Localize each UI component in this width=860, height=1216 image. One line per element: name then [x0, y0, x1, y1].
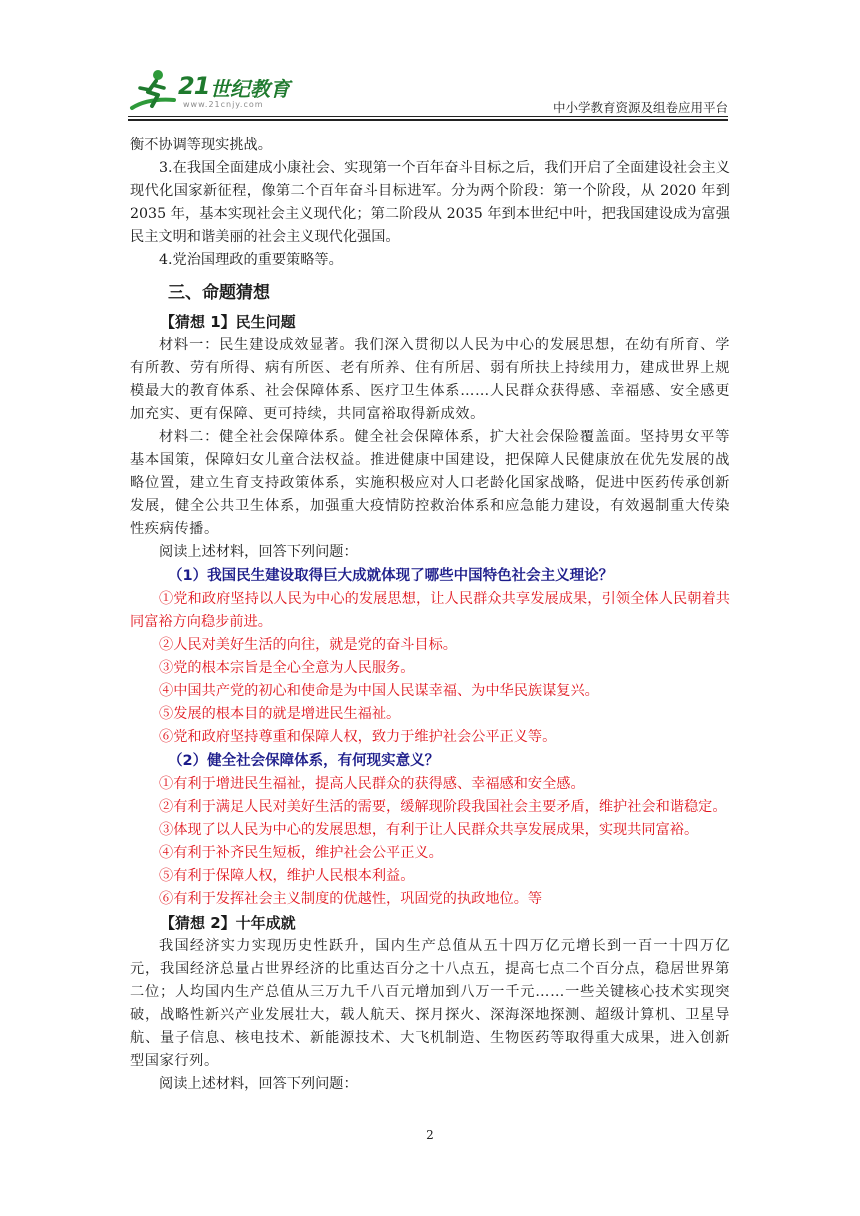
logo: [128, 66, 298, 116]
platform-name: 中小学教育资源及组卷应用平台: [552, 100, 728, 115]
section-title: 三、命题猜想: [168, 283, 270, 303]
logo-url: www.21cnjy.com: [183, 100, 264, 109]
answer-2-item: ③体现了以人民为中心的发展思想，有利于让人民群众共享发展成果，实现共同富裕。: [159, 822, 699, 838]
header-divider: [128, 116, 728, 117]
page-header: [128, 66, 728, 122]
intro-paragraph: 4.党治国理政的重要策略等。: [159, 252, 343, 268]
answer-2-item: ④有利于补齐民生短板，维护社会公平正义。: [159, 845, 443, 861]
answer-1-item: ③党的根本宗旨是全心全意为人民服务。: [159, 660, 415, 676]
question-1: （1）我国民生建设取得巨大成就体现了哪些中国特色社会主义理论？: [168, 568, 614, 584]
answer-1-item: ⑥党和政府坚持尊重和保障人权，致力于维护社会公平正义等。: [159, 729, 557, 745]
reading-prompt: 阅读上述材料，回答下列问题：: [159, 544, 358, 560]
reading-prompt: 阅读上述材料，回答下列问题：: [159, 1076, 358, 1092]
answer-2-item: ⑤有利于保障人权，维护人民根本利益。: [159, 868, 415, 884]
answer-1-item: ⑤发展的根本目的就是增进民生福祉。: [159, 706, 401, 722]
question-2: （2）健全社会保障体系，有何现实意义？: [168, 753, 440, 769]
material-1: 材料一：民生建设成效显著。我们深入贯彻以人民为中心的发展思想，在幼有所育、学有所教、劳有所得、病有所医、老有所养、住有所居、弱有所扶上持续用力，建成世界上规模最大的教育体系、社会保障体系、医疗卫生体系……人民群众获得感、幸福感、安全感更加充实、更有保障、更可持续，共同富裕取得新成效。: [130, 337, 730, 422]
material-2: 材料二：健全社会保障体系。健全社会保障体系，扩大社会保险覆盖面。坚持男女平等基本国策，保障妇女儿童合法权益。推进健康中国建设，把保障人民健康放在优先发展的战略位置，建立生育支持政策体系，实施积极应对人口老龄化国家战略，促进中医药传承创新发展，健全公共卫生体系，加强重大疫情防控救治体系和应急能力建设，有效遏制重大传染性疾病传播。: [130, 429, 730, 537]
header-divider-thick: [128, 119, 728, 121]
answer-2-item: ⑥有利于发挥社会主义制度的优越性，巩固党的执政地位。等: [159, 891, 543, 907]
logo-number: 21: [178, 72, 210, 100]
intro-paragraph: 衡不协调等现实挑战。: [130, 137, 272, 153]
page-number: 2: [426, 1128, 434, 1142]
logo-text: 世纪教育: [210, 77, 290, 101]
answer-1-item: ①党和政府坚持以人民为中心的发展思想，让人民群众共享发展成果，引领全体人民朝着共同富裕方向稳步前进。: [130, 591, 730, 630]
runner-logo-icon: [128, 68, 178, 114]
document-body: [130, 134, 730, 1096]
intro-paragraph: 3.在我国全面建成小康社会、实现第一个百年奋斗目标之后，我们开启了全面建设社会主义现代化国家新征程，像第二个百年奋斗目标进军。分为两个阶段：第一个阶段，从 2020 年到 2035 年，基本实现社会主义现代化；第二阶段从 2035 年到本世纪中叶，把我国建设成为富强民主文明和谐美丽的社会主义现代化强国。: [130, 160, 730, 245]
material-guess-2: 我国经济实力实现历史性跃升，国内生产总值从五十四万亿元增长到一百一十四万亿元，我国经济总量占世界经济的比重达百分之十八点五，提高七点二个百分点，稳居世界第二位；人均国内生产总值从三万九千八百元增加到八万一千元……一些关键核心技术实现突破，战略性新兴产业发展壮大，载人航天、探月探火、深海深地探测、超级计算机、卫星导航、量子信息、核电技术、新能源技术、大飞机制造、生物医药等取得重大成果，进入创新型国家行列。: [130, 938, 730, 1069]
answer-1-item: ②人民对美好生活的向往，就是党的奋斗目标。: [159, 637, 457, 653]
answer-2-item: ①有利于增进民生福祉，提高人民群众的获得感、幸福感和安全感。: [159, 776, 585, 792]
guess-2-title: 【猜想 2】十年成就: [160, 914, 296, 932]
guess-1-title: 【猜想 1】民生问题: [160, 313, 296, 331]
answer-2-item: ②有利于满足人民对美好生活的需要，缓解现阶段我国社会主要矛盾，维护社会和谐稳定。: [159, 799, 727, 815]
answer-1-item: ④中国共产党的初心和使命是为中国人民谋幸福、为中华民族谋复兴。: [159, 683, 599, 699]
